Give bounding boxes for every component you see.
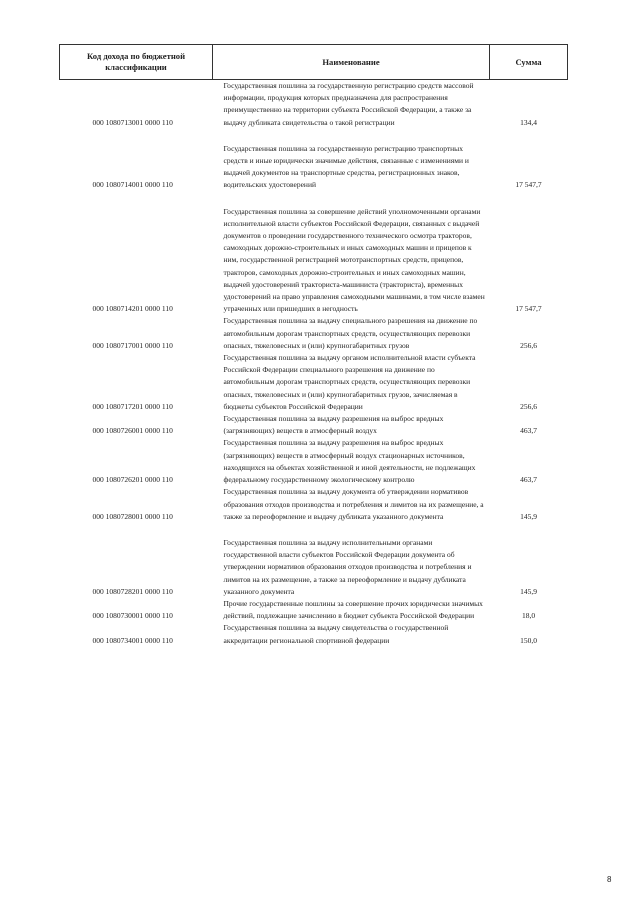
row-sum: 463,7	[520, 426, 537, 436]
row-code: 000 1080728001 0000 110	[92, 511, 173, 521]
row-code: 000 1080726201 0000 110	[92, 475, 173, 485]
row-code: 000 1080717201 0000 110	[92, 401, 173, 411]
row-name: Прочие государственные пошлины за совершение прочих юридически значимых действий, подлежащие зачислению в бюджет субъекта Российской Федерации	[223, 598, 483, 621]
table-body	[60, 80, 568, 647]
row-name: Государственная пошлина за выдачу разрешения на выброс вредных (загрязняющих) веществ в атмосферный воздух	[223, 414, 444, 436]
row-code: 000 1080714001 0000 110	[92, 180, 173, 190]
table-row	[60, 598, 568, 622]
row-name: Государственная пошлина за выдачу документа об утверждении нормативов образования отходов производства и потребления и лимитов на их размещение, а также за переоформление и выдачу дубликата указанного документа	[223, 487, 484, 521]
table-header-row	[60, 45, 568, 80]
row-sum: 17 547,7	[515, 304, 542, 314]
row-name: Государственная пошлина за выдачу специального разрешения на движение по автомобильным дорогам транспортных средств, осуществляющих перевозки опасных, тяжеловесных и (или) крупногабаритных грузов	[223, 316, 478, 350]
row-code: 000 1080714201 0000 110	[92, 304, 173, 314]
row-sum: 463,7	[520, 475, 537, 485]
row-sum: 134,4	[520, 117, 537, 127]
row-code: 000 1080726001 0000 110	[92, 426, 173, 436]
row-sum: 18,0	[521, 611, 536, 621]
row-sum: 145,9	[520, 586, 537, 596]
table-row	[60, 315, 568, 352]
budget-revenue-table	[59, 44, 568, 647]
table-row	[60, 413, 568, 437]
row-sum: 150,0	[520, 635, 537, 645]
table-row	[60, 80, 568, 129]
row-code: 000 1080713001 0000 110	[92, 117, 173, 127]
row-name: Государственная пошлина за совершение действий уполномоченными органами исполнительной власти субъектов Российской Федерации, связанных с выдачей документов о проведении государственного технического осмотра тракторов, самоходных дорожно-строительных и иных самоходных машин и прицепов к ним, государственной регистрацией мототранспортных средств, прицепов, тракторов, самоходных дорожно-строительных и иных самоходных машин, выдачей удостоверений тракториста-машиниста (тракториста), временных удостоверений на право управления самоходными машинами, в том числе взамен утраченных или пришедших в негодность	[223, 206, 485, 314]
row-name: Государственная пошлина за государственную регистрацию транспортных средств и иные юридически значимые действия, связанные с изменениями и выдачей документов на транспортные средства, регистрационных знаков, водительских удостоверений	[223, 143, 469, 190]
row-sum: 256,6	[520, 340, 537, 350]
row-code: 000 1080717001 0000 110	[92, 340, 173, 350]
row-name: Государственная пошлина за выдачу разрешения на выброс вредных (загрязняющих) веществ в атмосферный воздух стационарных источников, находящихся на объектах хозяйственной и иной деятельности, не подлежащих федеральному государственному экологическому контролю	[223, 438, 476, 485]
row-name: Государственная пошлина за выдачу органом исполнительной власти субъекта Российской Федерации специального разрешения на движение по автомобильным дорогам транспортных средств, осуществляющих перевозки опасных, тяжеловесных и (или) крупногабаритных грузов, зачисляемая в бюджеты субъектов Российской Федерации	[223, 353, 476, 411]
header-name: Наименование	[213, 45, 490, 80]
row-sum: 256,6	[520, 401, 537, 411]
header-sum: Сумма	[490, 45, 568, 80]
page-number: 8	[607, 875, 612, 884]
table-row	[60, 622, 568, 646]
table-row	[60, 192, 568, 316]
header-code: Код дохода по бюджетной классификации	[60, 45, 213, 80]
row-name: Государственная пошлина за государственную регистрацию средств массовой информации, продукция которых предназначена для распространения преимущественно на территории субъекта Российской Федерации, а также за выдачу дубликата свидетельства о такой регистрации	[223, 81, 474, 127]
table-row	[60, 486, 568, 523]
row-sum: 145,9	[520, 511, 537, 521]
table-row	[60, 129, 568, 192]
table-row	[60, 352, 568, 413]
row-code: 000 1080728201 0000 110	[92, 586, 173, 596]
table-row	[60, 523, 568, 598]
row-code: 000 1080730001 0000 110	[92, 611, 173, 621]
row-name: Государственная пошлина за выдачу исполнительными органами государственной власти субъектов Российской Федерации документа об утверждении нормативов образования отходов производства и потребления и лимитов на их размещение, а также за переоформление и выдачу дубликата указанного документа	[223, 537, 472, 596]
row-sum: 17 547,7	[515, 180, 542, 190]
row-name: Государственная пошлина за выдачу свидетельства о государственной аккредитации региональной спортивной федерации	[223, 623, 449, 645]
row-code: 000 1080734001 0000 110	[92, 635, 173, 645]
table-row	[60, 437, 568, 486]
